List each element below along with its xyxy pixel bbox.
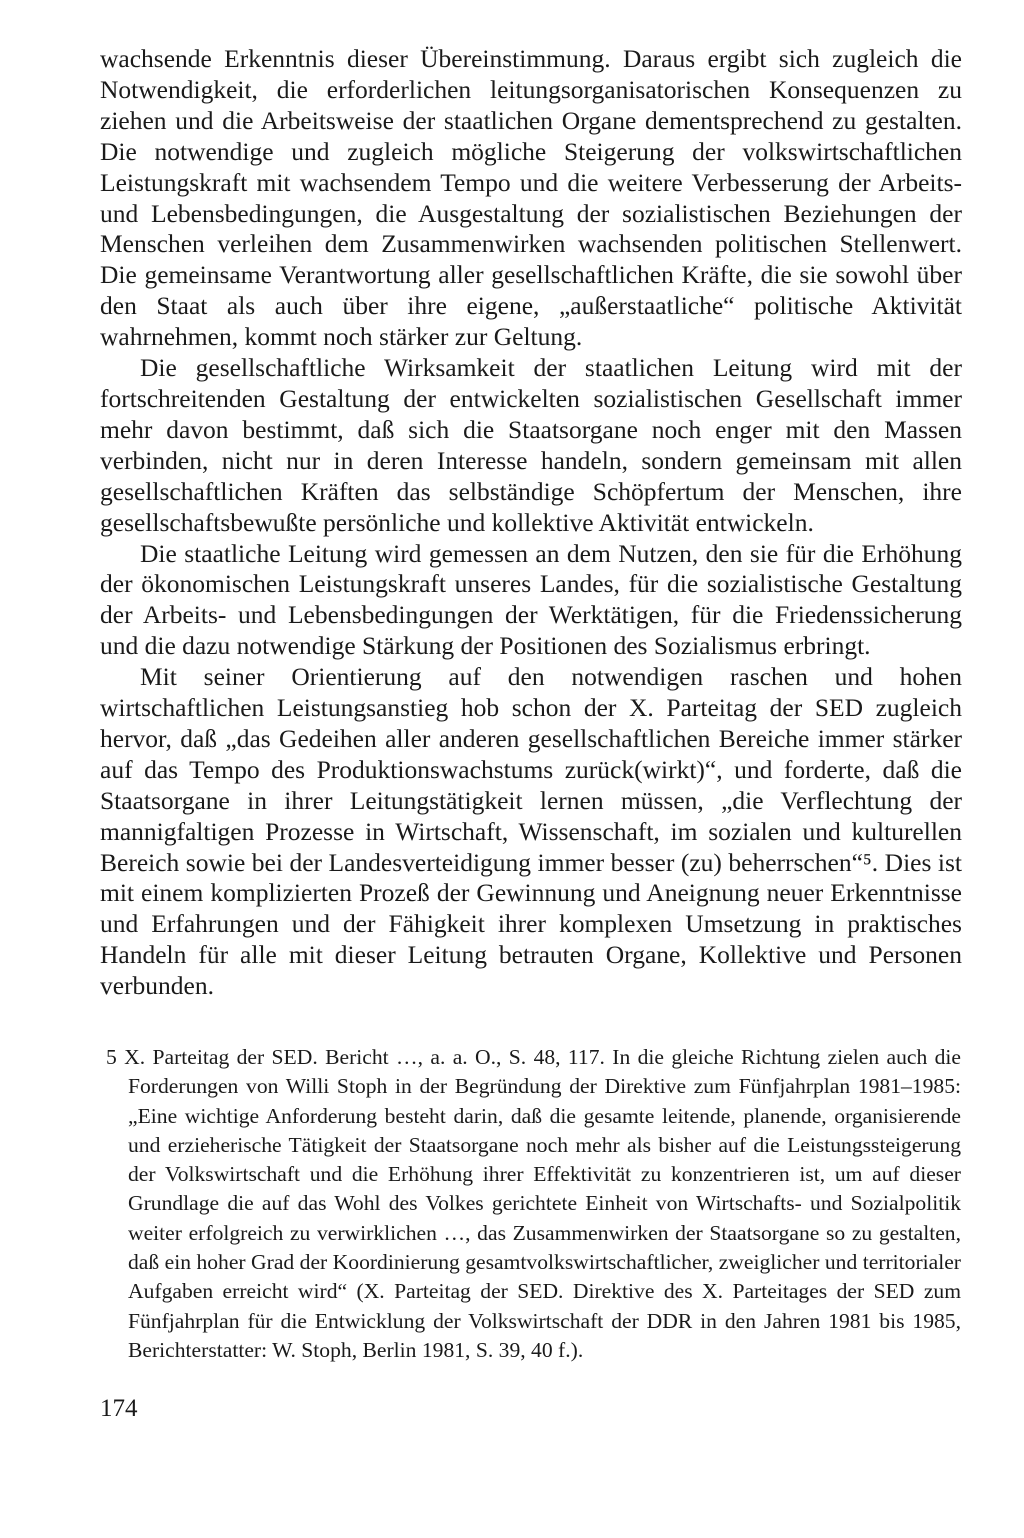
- paragraph-2: Die gesellschaftliche Wirksamkeit der staatlichen Leitung wird mit der fortschreitenden Gestaltung der entwickelten sozialistischen Gesellschaft immer mehr davon bestimmt, daß sich die Staatsorgane noch enger mit den Massen verbinden, nicht nur in deren Interesse handeln, sondern gemeinsam mit allen gesellschaftlichen Kräften das selbständige Schöpfertum der Menschen, ihre gesellschaftsbewußte persönliche und kollektive Aktivität entwickeln.: [100, 353, 962, 537]
- paragraph-3: Die staatliche Leitung wird gemessen an dem Nutzen, den sie für die Erhöhung der ökonomischen Leistungskraft unseres Landes, für die sozialistische Gestaltung der Arbeits- und Lebensbedingungen der Werktätigen, für die Friedenssicherung und die dazu notwendige Stärkung der Positionen des Sozialismus erbringt.: [100, 538, 962, 661]
- page-number: 174: [100, 1395, 138, 1422]
- footnote-5: 5 X. Parteitag der SED. Bericht …, a. a. O., S. 48, 117. In die gleiche Richtung zielen auch die Forderungen von Willi Stoph in der Begründung der Direktive zum Fünfjahrplan 1981–1985: „Eine wichtige Anforderung besteht darin, daß die gesamte leitende, planende, organisierende und erzieherische Tätigkeit der Staatsorgane noch mehr als bisher auf die Leistungssteigerung der Volkswirtschaft und die Erhöhung ihrer Effektivität zu konzentrieren ist, um auf dieser Grundlage die auf das Wohl des Volkes gerichtete Einheit von Wirtschafts- und Sozialpolitik weiter erfolgreich zu verwirklichen …, das Zusammenwirken der Staatsorgane so zu gestalten, daß ein hoher Grad der Koordinierung gesamtvolkswirtschaftlicher, zweiglicher und territorialer Aufgaben erreicht wird“ (X. Parteitag der SED. Direktive des X. Parteitages der SED zum Fünfjahrplan für die Entwicklung der Volkswirtschaft der DDR in den Jahren 1981 bis 1985, Berichterstatter: W. Stoph, Berlin 1981, S. 39, 40 f.).: [106, 1045, 961, 1362]
- footnote: [106, 1043, 961, 1365]
- paragraph-1: wachsende Erkenntnis dieser Übereinstimmung. Daraus ergibt sich zugleich die Notwendigkeit, die erforderlichen leitungsorganisatorischen Konsequenzen zu ziehen und die Arbeitsweise der staatlichen Organe dementsprechend zu gestalten. Die notwendige und zugleich mögliche Steigerung der volkswirtschaftlichen Leistungskraft mit wachsendem Tempo und die weitere Verbesserung der Arbeits- und Lebensbedingungen, die Ausgestaltung der sozialistischen Beziehungen der Menschen verleihen dem Zusammenwirken wachsenden politischen Stellenwert. Die gemeinsame Verantwortung aller gesellschaftlichen Kräfte, die sie sowohl über den Staat als auch über ihre eigene, „außerstaatliche“ politische Aktivität wahrnehmen, kommt noch stärker zur Geltung.: [100, 44, 962, 352]
- paragraph-4: Mit seiner Orientierung auf den notwendigen raschen und hohen wirtschaftlichen Leistungsanstieg hob schon der X. Parteitag der SED zugleich hervor, daß „das Gedeihen aller anderen gesellschaftlichen Bereiche immer stärker auf das Tempo des Produktionswachstums zurück(wirkt)“, und forderte, daß die Staatsorgane in ihrer Leitungstätigkeit lernen müssen, „die Verflechtung der mannigfaltigen Prozesse in Wirtschaft, Wissenschaft, im sozialen und kulturellen Bereich sowie bei der Landesverteidigung immer besser (zu) beherrschen“⁵. Dies ist mit einem komplizierten Prozeß der Gewinnung und Aneignung neuer Erkenntnisse und Erfahrungen und der Fähigkeit ihrer komplexen Umsetzung in praktisches Handeln für alle mit dieser Leitung betrauten Organe, Kollektive und Personen verbunden.: [100, 662, 962, 1001]
- main-text: [100, 44, 962, 1002]
